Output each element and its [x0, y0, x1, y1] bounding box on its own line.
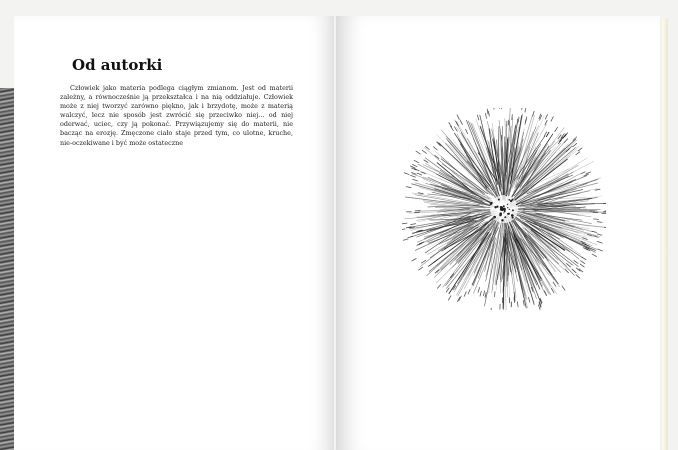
seed-tip	[480, 291, 481, 296]
seed-dot	[507, 203, 508, 204]
seed-tip	[533, 111, 534, 116]
seed-tip	[416, 151, 420, 154]
seed-tip	[418, 193, 423, 194]
seed-tip	[583, 238, 588, 240]
seed-dot	[507, 207, 508, 208]
seed-tip	[487, 109, 488, 114]
seed-tip	[572, 269, 576, 272]
seed-dot	[511, 199, 513, 201]
seed-tip	[551, 117, 553, 122]
seed-dot	[504, 211, 506, 213]
seed-tip	[576, 275, 580, 278]
seed-tip	[403, 239, 408, 240]
seed-tip	[594, 219, 599, 220]
seed-tip	[580, 264, 584, 267]
seed-tip	[404, 173, 409, 175]
seed-tip	[411, 224, 416, 225]
seed-tip	[484, 291, 485, 296]
seed-tip	[529, 297, 530, 302]
seed-tip	[576, 152, 580, 155]
seed-tip	[581, 261, 585, 264]
seed-tip	[555, 127, 558, 131]
seed-tip	[478, 288, 480, 293]
seed-dot	[511, 214, 514, 217]
seed-tip	[438, 285, 441, 289]
seed-tip	[525, 108, 526, 112]
seed-tip	[564, 139, 567, 143]
seed-tip	[512, 115, 513, 120]
seed-tip	[410, 166, 415, 168]
seed-tip	[491, 308, 492, 310]
seed-tip	[587, 198, 592, 199]
seed-tip	[495, 292, 496, 297]
seed-tip	[514, 298, 515, 303]
seed-tip	[598, 249, 603, 251]
dandelion-illustration	[402, 108, 606, 310]
seed-tip	[448, 296, 451, 300]
seed-tip	[457, 115, 459, 120]
seed-tip	[518, 117, 519, 122]
seed-tip	[582, 257, 586, 260]
seed-tip	[460, 120, 462, 125]
seed-tip	[424, 160, 428, 163]
seed-tip	[523, 301, 524, 306]
seed-dot	[490, 203, 493, 206]
seed-dot	[509, 209, 510, 210]
seed-tip	[434, 260, 438, 263]
seed-tip	[464, 292, 466, 297]
seed-dot	[512, 209, 514, 211]
seed-tip	[597, 222, 602, 223]
seed-tip	[434, 147, 438, 150]
seed-dot	[501, 219, 503, 221]
seed-tip	[422, 150, 426, 153]
seed-dot	[503, 205, 505, 207]
previous-page-edge	[0, 88, 14, 450]
seed-tip	[546, 132, 549, 136]
seed-tip	[414, 160, 418, 162]
seed-tip	[544, 132, 546, 136]
body-paragraph: Człowiek jako materia podlega ciągłym zmianom. Jest od materii zależny, a równocześnie ją przekształca i na nią oddziałuje. Człowiek może z niej tworzyć zarówno piękno, jak i brzydotę, może z materią walczyć, lecz nie sposób jest zwrócić się przeciwko niej... od niej oderwać, uciec, czy ją pokonać. Przywiązujemy się do materii, nie bacząc na erozję. Zmęczone ciało staje przed tym, co ulotne, kruche, nie-oczekiwane i być może ostateczne	[60, 84, 293, 147]
seed-tip	[402, 229, 405, 230]
seed-tip	[586, 172, 591, 174]
seed-tip	[573, 143, 577, 146]
seed-tip	[449, 123, 452, 127]
seed-tip	[592, 231, 597, 232]
seed-dot	[493, 216, 496, 219]
seed-tip	[489, 111, 490, 116]
seed-dot	[508, 213, 510, 215]
seed-tip	[412, 259, 416, 261]
seed-tip	[517, 302, 518, 307]
seed-tip	[562, 286, 565, 290]
page-stack-edge	[660, 18, 668, 450]
seed-dot	[512, 217, 514, 219]
seed-tip	[451, 127, 454, 131]
seed-dot	[504, 216, 506, 218]
seed-dot	[503, 208, 505, 210]
seed-dot	[499, 212, 502, 215]
seed-tip	[565, 269, 569, 273]
seed-tip	[406, 187, 411, 188]
seed-dot	[516, 204, 517, 205]
seed-dot	[494, 206, 496, 208]
seed-tip	[553, 282, 556, 286]
page-title: Od autorki	[72, 56, 163, 74]
seed-tip	[494, 108, 495, 109]
seed-tip	[538, 285, 540, 290]
seed-tip	[419, 267, 423, 270]
seed-tip	[567, 264, 571, 267]
seed-tip	[417, 173, 422, 175]
seed-tip	[604, 227, 606, 228]
seed-tip	[592, 254, 597, 256]
seed-dot	[501, 208, 502, 209]
seed-tip	[468, 289, 470, 294]
seed-fiber	[485, 218, 503, 306]
seed-tip	[413, 179, 418, 181]
right-page[interactable]	[336, 16, 660, 450]
seed-tip	[578, 148, 582, 151]
seed-tip	[477, 115, 478, 120]
seed-tip	[581, 172, 586, 174]
seed-tip	[595, 189, 600, 190]
seed-dot	[498, 199, 500, 201]
left-page[interactable]	[14, 16, 334, 450]
seed-tip	[486, 113, 487, 118]
seed-dot	[505, 195, 507, 197]
seed-tip	[411, 175, 416, 177]
seed-dot	[508, 199, 510, 201]
seed-tip	[545, 115, 547, 120]
seed-tip	[413, 165, 418, 167]
seed-tip	[522, 108, 523, 110]
seed-tip	[402, 223, 407, 224]
seed-tip	[574, 261, 578, 264]
seed-tip	[466, 129, 468, 134]
seed-tip	[408, 236, 413, 237]
seed-tip	[597, 241, 602, 243]
seed-dot	[503, 212, 504, 213]
seed-tip	[597, 234, 602, 235]
